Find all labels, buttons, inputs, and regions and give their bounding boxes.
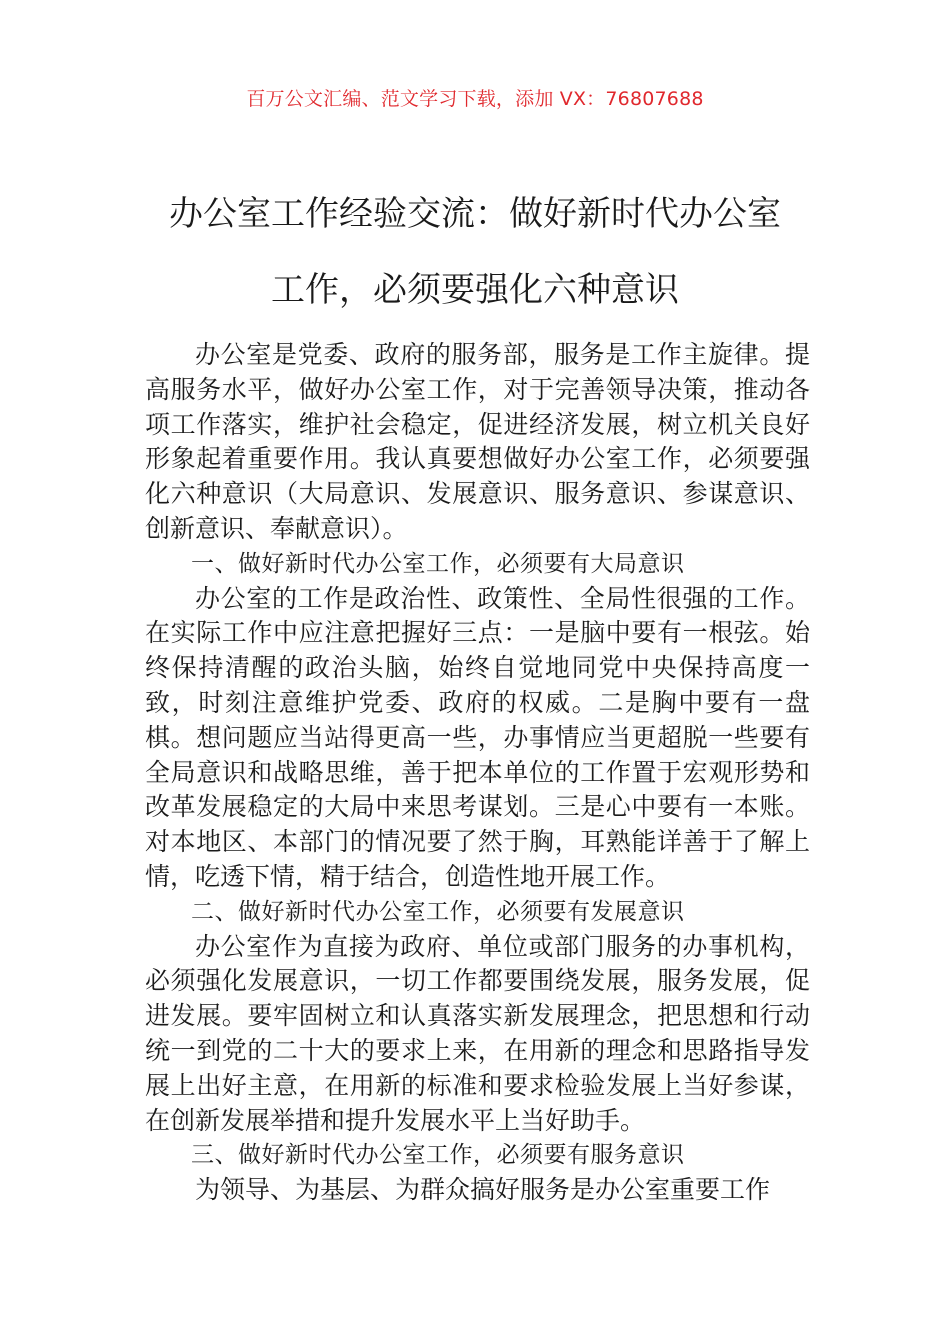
paragraph-section-1: 办公室的工作是政治性、政策性、全局性很强的工作。在实际工作中应注意把握好三点：一是脑中要有一根弦。始终保持清醒的政治头脑，始终自觉地同党中央保持高度一致，时刻注意维护党委、政府的权威。二是胸中要有一盘棋。想问题应当站得更高一些，办事情应当更超脱一些要有全局意识和战略思维，善于把本单位的工作置于宏观形势和改革发展稳定的大局中来思考谋划。三是心中要有一本账。对本地区、本部门的情况要了然于胸，耳熟能详善于了解上情，吃透下情，精于结合，创造性地开展工作。 [145, 583, 810, 891]
paragraph-intro: 办公室是党委、政府的服务部，服务是工作主旋律。提高服务水平，做好办公室工作，对于完善领导决策，推动各项工作落实，维护社会稳定，促进经济发展，树立机关良好形象起着重要作用。我认真要想做好办公室工作，必须要强化六种意识（大局意识、发展意识、服务意识、参谋意识、创新意识、奉献意识）。 [145, 340, 810, 543]
document-title [100, 176, 850, 328]
section-heading-2: 二、做好新时代办公室工作，必须要有发展意识 [191, 898, 685, 925]
title-line-2: 工作，必须要强化六种意识 [271, 270, 679, 310]
paragraph-section-2: 办公室作为直接为政府、单位或部门服务的办事机构，必须强化发展意识，一切工作都要围绕发展，服务发展，促进发展。要牢固树立和认真落实新发展理念，把思想和行动统一到党的二十大的要求上来，在用新的理念和思路指导发展上出好主意，在用新的标准和要求检验发展上当好参谋，在创新发展举措和提升发展水平上当好助手。 [145, 931, 810, 1135]
title-line-1: 办公室工作经验交流：做好新时代办公室 [169, 194, 781, 234]
watermark-text: 百万公文汇编、范文学习下载，添加 VX：76807688 [246, 88, 704, 110]
section-heading-3: 三、做好新时代办公室工作，必须要有服务意识 [191, 1142, 685, 1169]
paragraph-section-3: 为领导、为基层、为群众搞好服务是办公室重要工作 [195, 1175, 771, 1205]
section-heading-1: 一、做好新时代办公室工作，必须要有大局意识 [191, 550, 685, 577]
document-body [145, 338, 810, 1208]
